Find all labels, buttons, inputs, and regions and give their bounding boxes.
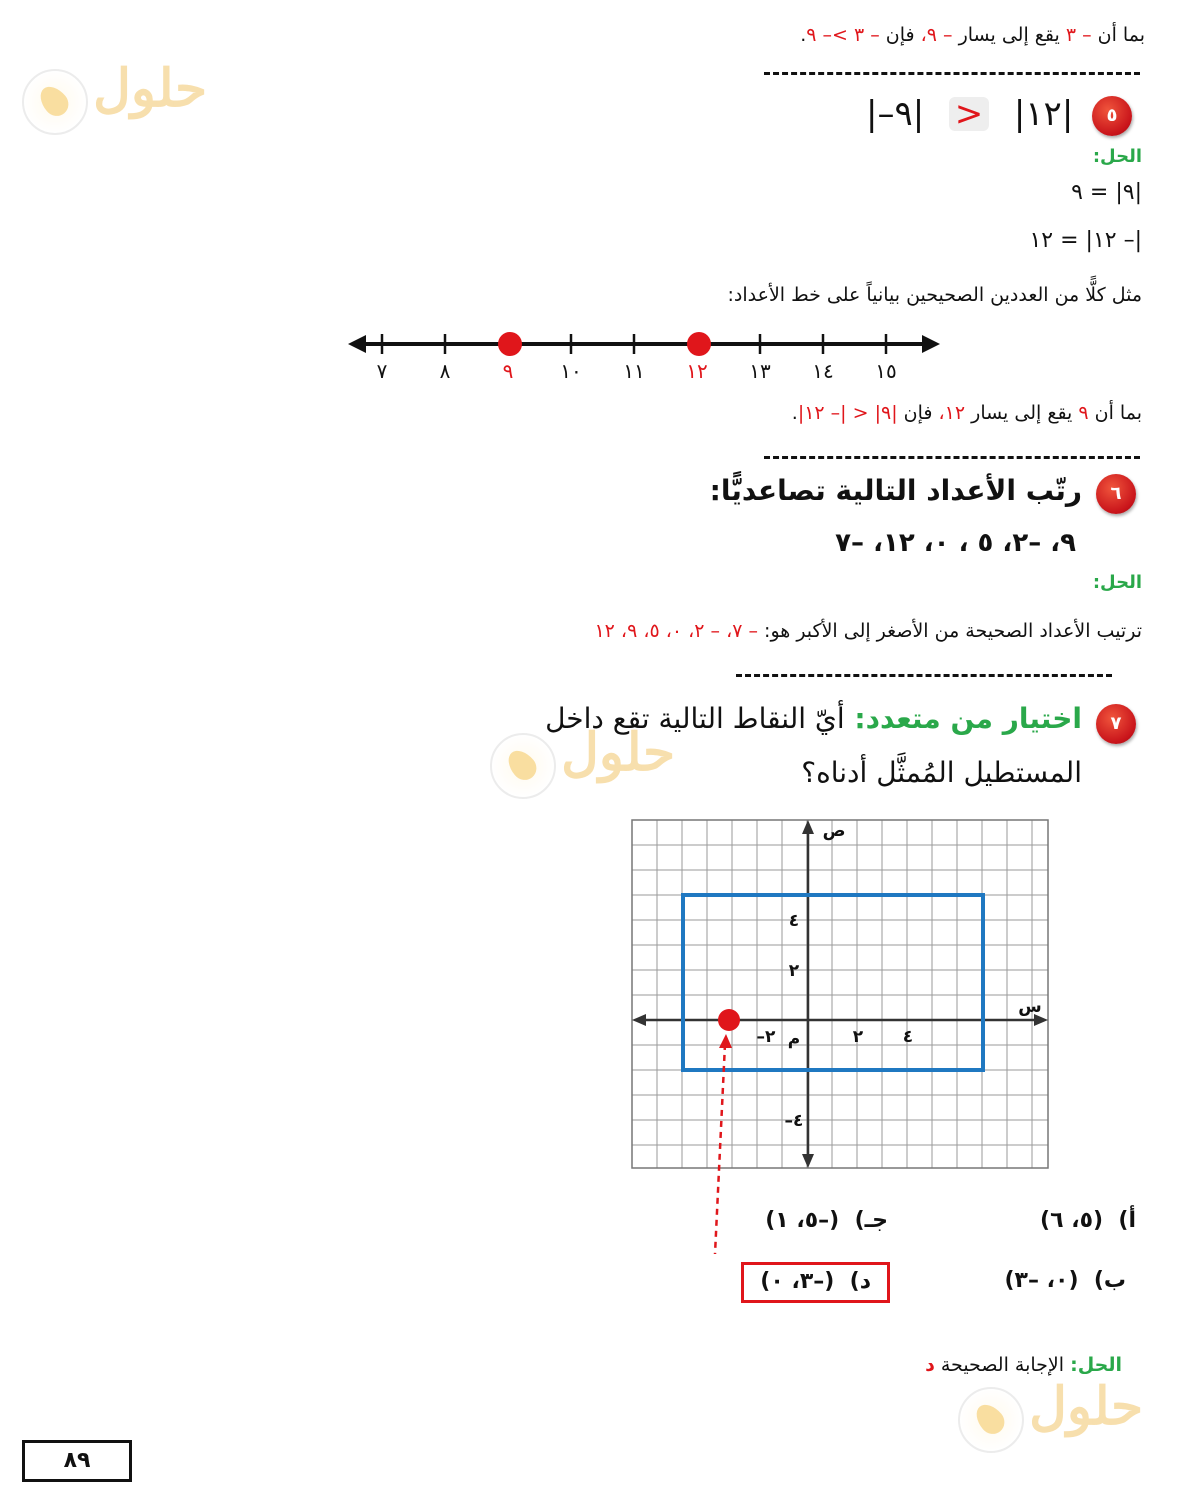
q5-right-value: |–١٢|	[866, 94, 1062, 134]
solution-label: الحل:	[1092, 146, 1142, 167]
page-number: ٨٩	[22, 1440, 132, 1482]
divider	[764, 72, 1140, 75]
q5-instruction: مثل كلًّا من العددين الصحيحين بيانياً على خط الأعداد:	[727, 284, 1142, 306]
q5-operator: >	[949, 97, 989, 131]
question-number-badge: ٦	[1096, 474, 1136, 514]
q7-question-line-2: المستطيل المُمثَّل أدناه؟	[801, 756, 1082, 789]
x-axis-label: س	[1018, 997, 1042, 1017]
option-b[interactable]: ب) (٠، –٣)	[1004, 1268, 1126, 1293]
watermark-logo-icon	[22, 69, 88, 135]
number-line-label: ٨	[439, 359, 451, 383]
number-line-label: ١٢	[686, 359, 708, 383]
x-tick-label: ٢	[852, 1027, 864, 1047]
q5-left-value: |٩|	[894, 94, 1074, 134]
y-axis-label: ص	[822, 821, 846, 841]
watermark-middle: حلول	[490, 722, 675, 799]
number-line-label: ١٠	[560, 359, 582, 383]
q5-comparison	[866, 94, 1073, 134]
number-line-label: ١٣	[749, 359, 771, 383]
arrow-head-icon	[719, 1034, 732, 1048]
y-tick-label: ٢	[788, 961, 800, 981]
ordered-number: ٠	[671, 620, 683, 642]
number-line-label: ٧	[376, 359, 388, 383]
question-number-badge: ٧	[1096, 704, 1136, 744]
number-line-label: ١١	[623, 359, 645, 383]
option-a[interactable]: أ) (٥، ٦)	[1040, 1208, 1136, 1233]
number-line-point	[498, 332, 522, 356]
watermark-bottom-right: حلول	[958, 1376, 1143, 1453]
q5-conclusion: بما أن ٩ يقع إلى يسار ١٢، فإن |٩| < |– ١٢|.	[791, 402, 1142, 424]
origin-label: م	[787, 1029, 801, 1049]
q6-numbers: ٩، –٢، ٥ ، ٠، ١٢، –٧	[835, 528, 1076, 558]
divider	[736, 674, 1112, 677]
y-tick-label: –٤	[784, 1111, 804, 1131]
ordered-number: – ٧	[732, 620, 758, 642]
q6-title: رتّب الأعداد التالية تصاعديًّا:	[709, 474, 1082, 507]
number-line-label: ٩	[502, 359, 514, 383]
watermark-logo-icon	[490, 733, 556, 799]
previous-conclusion: بما أن – ٣ يقع إلى يسار – ٩، فإن – ٣ >– ٩.	[800, 24, 1145, 46]
q7-solution: الحل: الإجابة الصحيحة د	[925, 1354, 1122, 1376]
option-c[interactable]: جـ) (–٥، ١)	[765, 1208, 888, 1233]
q7-question: اختيار من متعدد: أيّ النقاط التالية تقع داخل	[545, 702, 1082, 735]
number-line-label: ١٤	[812, 359, 834, 383]
ordered-number: ٩	[627, 620, 638, 642]
watermark-top-left: حلول	[22, 58, 207, 135]
watermark-logo-icon	[958, 1387, 1024, 1453]
solution-label: الحل:	[1092, 572, 1142, 593]
number-line	[344, 326, 944, 386]
q5-step-1: |٩| = ٩	[1071, 180, 1142, 205]
option-d[interactable]: د) (–٣، ٠)	[741, 1262, 890, 1303]
y-tick-label: ٤	[788, 911, 800, 931]
ordered-number: – ٢	[694, 620, 721, 642]
question-number-badge: ٥	[1092, 96, 1132, 136]
coordinate-grid	[624, 812, 1064, 1232]
ordered-number: ٥	[649, 620, 660, 642]
divider	[764, 456, 1140, 459]
number-line-label: ١٥	[875, 359, 897, 383]
ordered-number: ١٢	[594, 620, 615, 642]
q5-step-2: |– ١٢| = ١٢	[1029, 228, 1142, 253]
x-tick-label: –٢	[756, 1027, 776, 1047]
answer-arrow	[715, 1044, 725, 1254]
answer-point	[718, 1009, 740, 1031]
x-tick-label: ٤	[902, 1027, 914, 1047]
number-line-point	[687, 332, 711, 356]
q6-answer: ترتيب الأعداد الصحيحة من الأصغر إلى الأكبر هو: – ٧، – ٢، ٠، ٥، ٩، ١٢	[594, 620, 1142, 642]
